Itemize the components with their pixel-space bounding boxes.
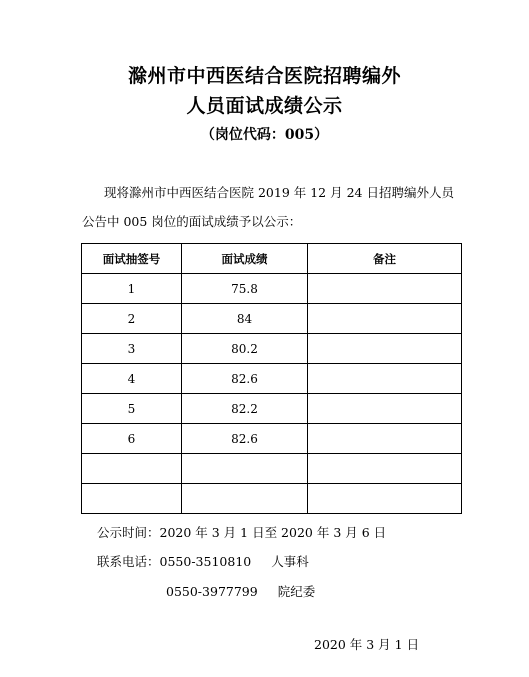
contact-label: 联系电话： [97,554,160,569]
announcement-period: 公示时间：2020 年 3 月 1 日至 2020 年 3 月 6 日 [97,525,387,540]
draw-number-cell: 5 [82,394,182,424]
draw-number-cell: 6 [82,424,182,454]
page-title-line-2: 人员面试成绩公示 [186,95,343,117]
remarks-cell [308,484,462,514]
remarks-cell [308,334,462,364]
interview-scores-table [81,243,462,514]
department-discipline: 院纪委 [277,584,316,599]
remarks-cell [308,364,462,394]
score-cell [182,454,308,484]
table-row [82,424,462,454]
draw-number-cell [82,454,182,484]
department-hr: 人事科 [271,554,309,569]
draw-number-cell: 4 [82,364,182,394]
header-remarks: 备注 [308,244,462,274]
remarks-cell [308,424,462,454]
header-interview-score: 面试成绩 [182,244,308,274]
header-draw-number: 面试抽签号 [82,244,182,274]
remarks-cell [308,394,462,424]
intro-paragraph: 现将滁州市中西医结合医院 2019 年 12 月 24 日招聘编外人员公告中 005 岗位的面试成绩予以公示： [82,185,454,229]
remarks-cell [308,454,462,484]
table-row [82,274,462,304]
score-cell: 75.8 [182,274,308,304]
table-row [82,334,462,364]
phone-number-hr: 0550-3510810 [159,554,252,569]
page-title-line-1: 滁州市中西医结合医院招聘编外 [127,65,401,87]
issue-date: 2020 年 3 月 1 日 [314,637,420,652]
contact-line-1 [97,553,309,571]
score-cell: 80.2 [182,334,308,364]
draw-number-cell: 2 [82,304,182,334]
table-header-row [82,244,462,274]
phone-number-discipline: 0550-3977799 [166,584,258,599]
score-cell: 82.6 [182,424,308,454]
score-cell: 82.2 [182,394,308,424]
table-row [82,304,462,334]
draw-number-cell [82,484,182,514]
contact-line-2 [166,583,315,601]
score-cell [182,484,308,514]
draw-number-cell: 1 [82,274,182,304]
table-row [82,364,462,394]
remarks-cell [308,274,462,304]
score-cell: 84 [182,304,308,334]
table-row [82,454,462,484]
position-code-subtitle: （岗位代码：005） [200,127,329,143]
table-row [82,394,462,424]
draw-number-cell: 3 [82,334,182,364]
table-row [82,484,462,514]
score-cell: 82.6 [182,364,308,394]
remarks-cell [308,304,462,334]
